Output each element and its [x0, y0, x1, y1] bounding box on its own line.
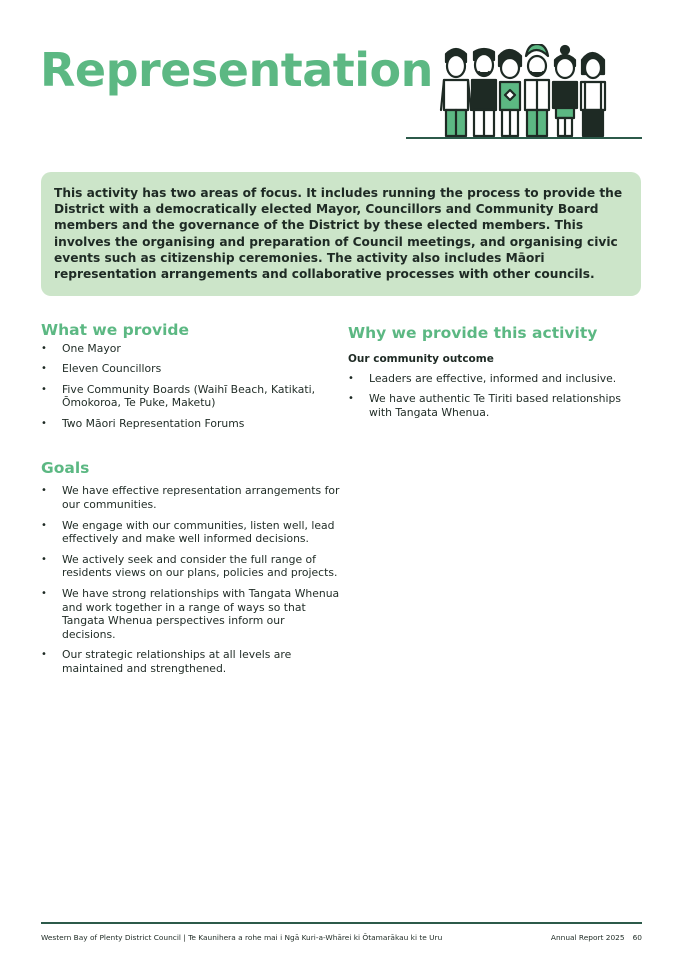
bullet-icon: •	[41, 587, 47, 599]
footer-divider	[41, 922, 642, 924]
person-figure	[525, 44, 549, 136]
list-item: • Leaders are effective, informed and inclusive.	[348, 372, 617, 385]
person-figure	[581, 53, 605, 136]
list-item: • We engage with our communities, listen well, lead effectively and make well informed decisions.	[41, 518, 335, 546]
list-item: • We have authentic Te Tiriti based relationships with Tangata Whenua.	[348, 392, 621, 420]
intro-text: This activity has two areas of focus. It includes running the process to provide the District with a democratically elected Mayor, Councillors and Community Board members and the governance of the District by these elected members. This involves the organising and preparation of Council meetings, and organising civic events such as citizenship ceremonies. The activity also includes Māori representation arrangements and collaborative processes with other councils.	[54, 186, 623, 282]
bullet-icon: •	[348, 393, 354, 405]
bullet-icon: •	[348, 373, 354, 384]
why-list	[348, 372, 643, 420]
bullet-icon: •	[41, 343, 47, 354]
footer-council-name: Western Bay of Plenty District Council | Te Kaunihera a rohe mai i Ngā Kuri-a-Whārei ki Ōtamarākau ki te Uru	[41, 933, 443, 942]
list-item: • Our strategic relationships at all levels are maintained and strengthened.	[41, 648, 292, 676]
person-figure	[553, 46, 577, 136]
right-column	[348, 323, 643, 426]
bullet-icon: •	[41, 649, 47, 661]
person-figure	[441, 49, 471, 136]
community-outcome-subheading: Our community outcome	[348, 353, 494, 365]
list-item: • Eleven Councillors	[41, 362, 162, 376]
list-item: • Two Māori Representation Forums	[41, 416, 245, 430]
goals-section	[41, 458, 341, 676]
bullet-icon: •	[41, 417, 47, 429]
what-we-provide-list	[41, 342, 341, 430]
page-number: 60	[632, 933, 642, 942]
list-item: • We have effective representation arrangements for our communities.	[41, 484, 340, 512]
bullet-icon: •	[41, 363, 47, 375]
footer-report-info	[551, 933, 642, 943]
list-item: • We actively seek and consider the full range of residents views on our plans, policies and projects.	[41, 552, 338, 580]
goals-list	[41, 484, 341, 676]
footer-report-title: Annual Report 2025	[550, 933, 625, 942]
page-title: Representation	[40, 43, 433, 97]
list-item: • Five Community Boards (Waihī Beach, Katikati, Ōmokoroa, Te Puke, Maketu)	[41, 382, 316, 410]
intro-summary-box	[41, 172, 641, 296]
bullet-icon: •	[41, 383, 47, 395]
list-item: • One Mayor	[41, 342, 121, 355]
left-column	[41, 320, 341, 683]
person-figure	[499, 50, 521, 136]
person-figure	[472, 49, 496, 136]
what-we-provide-heading: What we provide	[41, 321, 190, 339]
bullet-icon: •	[41, 519, 47, 531]
title-divider	[406, 137, 642, 139]
why-heading: Why we provide this activity	[348, 324, 598, 342]
people-group-illustration	[432, 44, 612, 142]
goals-heading: Goals	[41, 459, 90, 478]
list-item: • We have strong relationships with Tangata Whenua and work together in a range of ways so that Tangata Whenua perspectives inform our decisions.	[41, 586, 340, 642]
bullet-icon: •	[41, 553, 47, 565]
bullet-icon: •	[41, 485, 47, 497]
